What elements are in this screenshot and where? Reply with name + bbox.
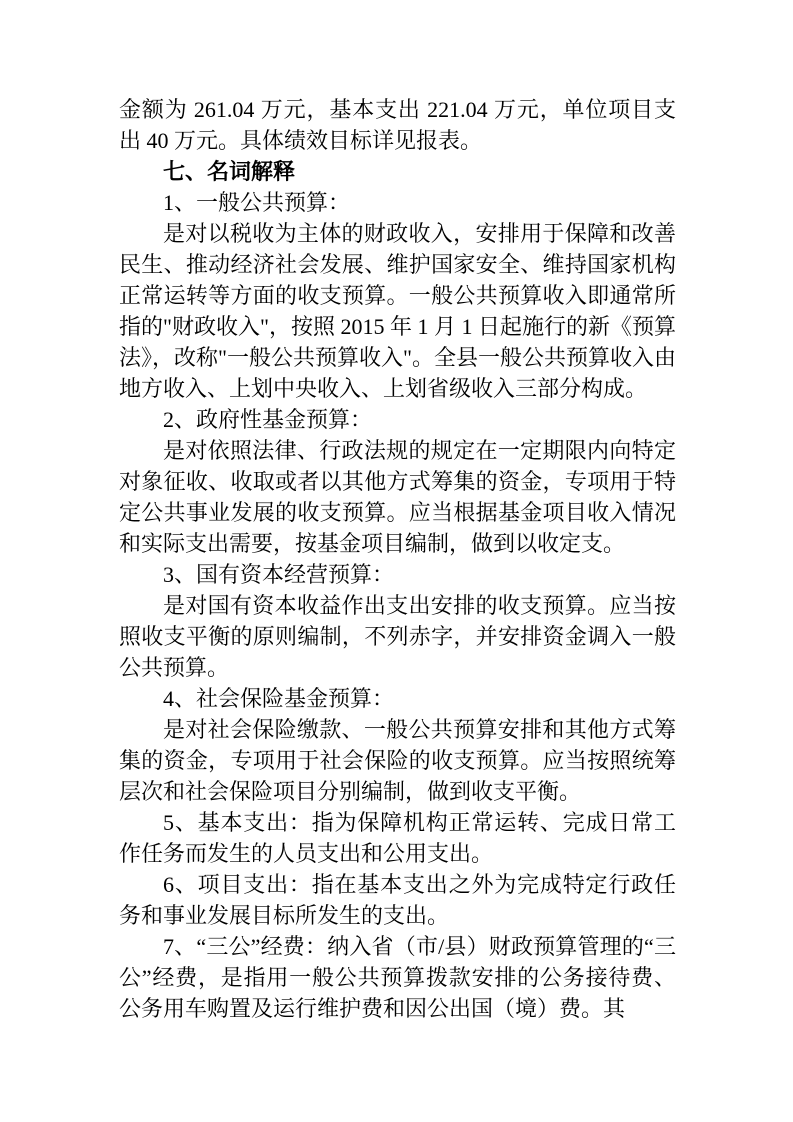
section-heading: 七、名词解释 — [163, 159, 296, 184]
term-4-definition: 是对社会保险缴款、一般公共预算安排和其他方式筹集的资金，专项用于社会保险的收支预算。应当按照统筹层次和社会保险项目分别编制，做到收支平衡。 — [119, 717, 676, 804]
term-1-title: 1、一般公共预算： — [163, 190, 351, 215]
term-7-paragraph: 7、“三公”经费：纳入省（市/县）财政预算管理的“三公”经费，是指用一般公共预算拨款安排的公务接待费、公务用车购置及运行维护费和因公出国（境）费。其 — [119, 934, 676, 1021]
term-3-title: 3、国有资本经营预算： — [163, 562, 395, 587]
document-content — [119, 94, 676, 1024]
intro-paragraph: 金额为 261.04 万元，基本支出 221.04 万元，单位项目支出 40 万元。具体绩效目标详见报表。 — [119, 97, 676, 153]
term-4-title: 4、社会保险基金预算： — [163, 686, 395, 711]
term-2-title: 2、政府性基金预算： — [163, 407, 373, 432]
term-5-paragraph: 5、基本支出：指为保障机构正常运转、完成日常工作任务而发生的人员支出和公用支出。 — [119, 810, 676, 866]
term-2-definition: 是对依照法律、行政法规的规定在一定期限内向特定对象征收、收取或者以其他方式筹集的资金，专项用于特定公共事业发展的收支预算。应当根据基金项目收入情况和实际支出需要，按基金项目编制，做到以收定支。 — [119, 438, 676, 556]
term-3-definition: 是对国有资本收益作出支出安排的收支预算。应当按照收支平衡的原则编制，不列赤字，并安排资金调入一般公共预算。 — [119, 593, 676, 680]
term-6-paragraph: 6、项目支出：指在基本支出之外为完成特定行政任务和事业发展目标所发生的支出。 — [119, 872, 676, 928]
term-1-definition: 是对以税收为主体的财政收入，安排用于保障和改善民生、推动经济社会发展、维护国家安全、维持国家机构正常运转等方面的收支预算。一般公共预算收入即通常所指的"财政收入"，按照 2015 年 1 月 1 日起施行的新《预算法》，改称"一般公共预算收入"。全县一般公共预算收入由地方收入、上划中央收入、上划省级收入三部分构成。 — [119, 221, 676, 401]
